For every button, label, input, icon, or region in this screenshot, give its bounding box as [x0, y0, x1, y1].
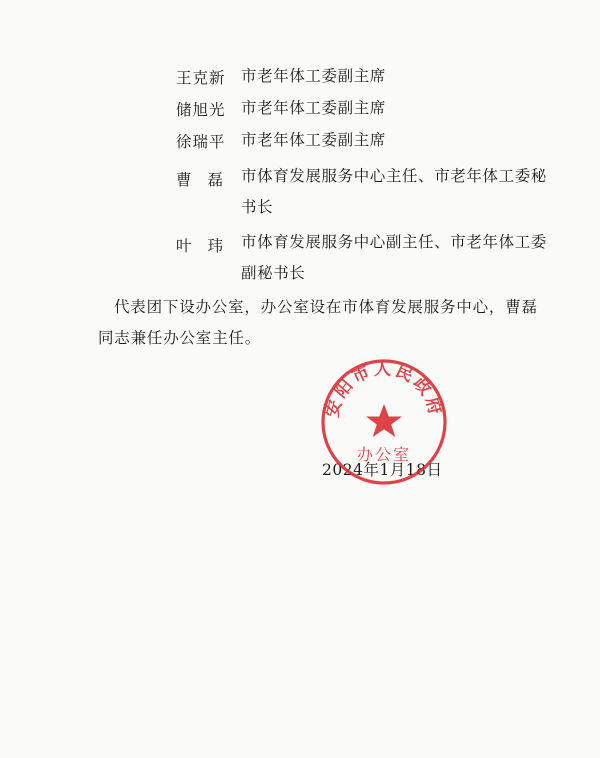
member-title: 市体育发展服务中心副主任、市老年体工委副秘书长	[241, 233, 547, 282]
member-name: 王克新	[176, 69, 226, 87]
seal-ring-text: 安阳市人民政府	[322, 359, 446, 420]
seal-star-icon	[366, 404, 402, 437]
seal-graphic	[318, 356, 450, 488]
member-title: 市老年体工委副主席	[241, 131, 386, 149]
office-paragraph	[98, 292, 554, 354]
member-title: 市体育发展服务中心主任、市老年体工委秘书长	[241, 167, 547, 216]
seal-center-text: 办公室	[356, 445, 412, 464]
paragraph-line: 同志兼任办公室主任。	[98, 329, 262, 347]
member-name: 储旭光	[176, 101, 226, 119]
official-seal	[318, 356, 450, 488]
paragraph-line: 代表团下设办公室，办公室设在市体育发展服务中心，曹磊	[114, 298, 538, 316]
member-name: 徐瑞平	[176, 133, 226, 151]
member-title: 市老年体工委副主席	[241, 99, 386, 117]
document-date: 2024年1月18日	[322, 461, 443, 479]
member-title: 市老年体工委副主席	[241, 67, 386, 85]
member-name: 叶 玮	[176, 237, 224, 255]
member-name: 曹 磊	[176, 171, 224, 189]
